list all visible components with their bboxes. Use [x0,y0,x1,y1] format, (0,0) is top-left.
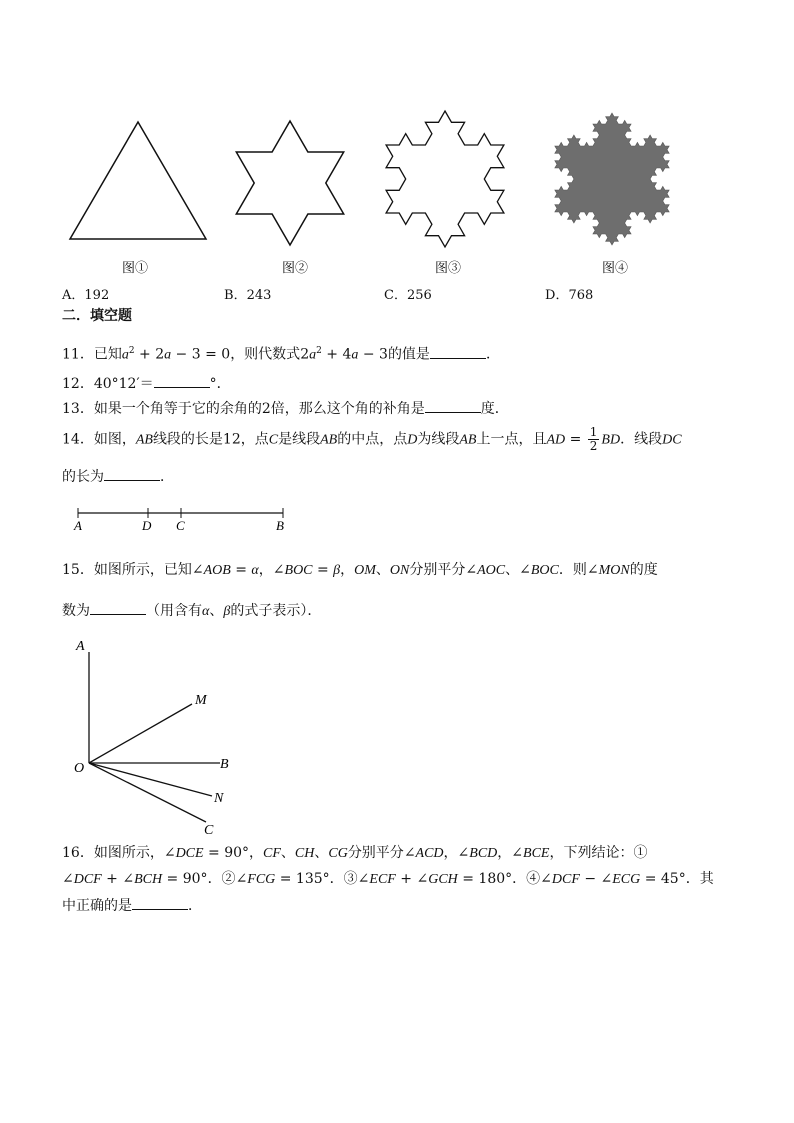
option-c: C．256 [384,288,432,303]
segment-label-b: B [276,518,284,533]
answer-blank-16[interactable] [132,895,188,910]
angle-label-b: B [220,757,229,772]
question-11: 11．已知$a^2 + 2a - 3 = 0$，则代数式$2a^2 + 4a - 3$的值是 ． [62,341,500,366]
answer-blank-15[interactable] [90,600,146,615]
angle-figure [70,636,250,841]
angle-label-n: N [214,791,224,806]
option-b: B．243 [224,288,272,303]
figure-2-caption: 图② [281,261,308,276]
answer-blank-13[interactable] [425,398,481,413]
question-15: 15．如图所示，已知∠AOB = α，∠BOC = β，OM、ON分别平分∠AOC、∠BOC．则∠MON的度 [62,562,658,578]
angle-label-a: A [76,639,85,654]
angle-label-c: C [204,823,214,838]
figure-1-triangle [60,112,220,247]
figure-1-caption: 图① [121,261,148,276]
segment-label-c: C [176,518,185,533]
question-16: 16．如图所示，∠DCE = 90°，CF、CH、CG分别平分∠ACD，∠BCD，∠BCE，下列结论：① [62,845,648,861]
question-12: 12．40°12′＝ °． [62,373,231,394]
segment-figure [70,505,295,535]
question-15-line-2: 数为 （用含有α、β的式子表示）． [62,600,321,622]
question-16-line-3: 中正确的是 ． [62,895,202,916]
fraction-one-half: $\frac{1}{2}$ [589,425,598,453]
section-title: 二．填空题 [62,308,132,324]
angle-label-o: O [74,761,85,776]
segment-label-a: A [74,518,82,533]
figure-3-caption: 图③ [434,261,461,276]
question-14-line-2: 的长为 ． [62,466,174,487]
question-14: 14．如图，AB线段的长是12，点C是线段AB的中点，点D为线段AB上一点，且AD = $\frac{1}{2}$ BD．线段DC [62,425,682,453]
angle-label-m: M [195,693,207,708]
figure-2-star [225,100,355,250]
option-a: A．192 [62,288,110,303]
answer-blank-12[interactable] [154,373,210,388]
question-16-line-2: ∠DCF + ∠BCH = 90°．②∠FCG = 135°．③∠ECF + ∠GCH = 180°．④∠DCF − ∠ECG = 45°．其 [62,871,714,887]
figure-4-snowflake-filled [545,95,680,250]
answer-blank-11[interactable] [430,344,486,359]
figure-3-snowflake [375,92,515,252]
question-13: 13．如果一个角等于它的余角的2倍，那么这个角的补角是 度． [62,398,509,419]
segment-label-d: D [142,518,152,533]
option-d: D．768 [545,288,594,303]
answer-blank-14[interactable] [104,466,160,481]
figure-4-caption: 图④ [601,261,628,276]
